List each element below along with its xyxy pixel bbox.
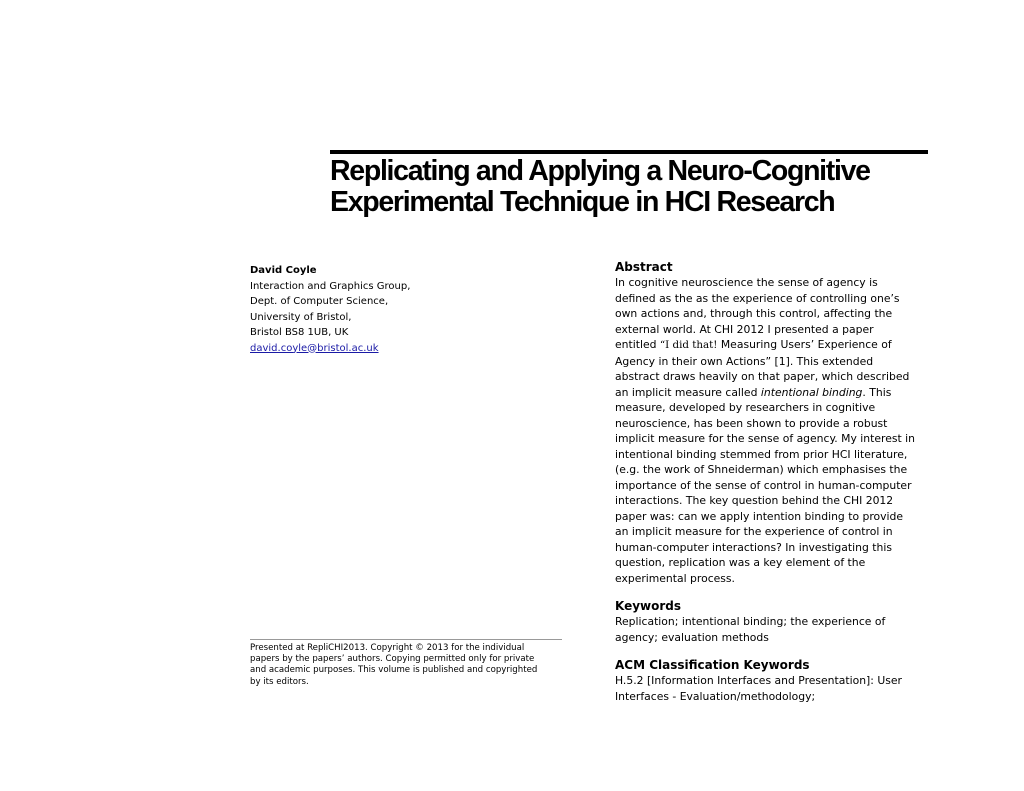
affiliation-line: Bristol BS8 1UB, UK bbox=[250, 327, 349, 338]
abstract-line: an implicit measure for the experience of control in bbox=[615, 525, 893, 538]
abstract-line bbox=[615, 385, 935, 401]
abstract-text: . This bbox=[862, 385, 892, 399]
copyright-line: Presented at RepliCHI2013. Copyright © 2013 for the individual bbox=[250, 643, 525, 653]
acm-body bbox=[615, 673, 935, 704]
paper-title bbox=[330, 156, 940, 218]
acm-line: H.5.2 [Information Interfaces and Presentation]: User bbox=[615, 674, 902, 687]
copyright-line: and academic purposes. This volume is published and copyrighted bbox=[250, 665, 538, 676]
abstract-line: defined as the as the experience of controlling one’s bbox=[615, 291, 900, 305]
abstract-line: paper was: can we apply intention binding to provide bbox=[615, 509, 904, 523]
abstract-text: an implicit measure called bbox=[615, 385, 761, 399]
affiliation-line: University of Bristol, bbox=[250, 311, 352, 323]
keywords-line: agency; evaluation methods bbox=[615, 630, 769, 644]
abstract-body bbox=[615, 275, 935, 586]
title-line: Experimental Technique in HCI Research bbox=[330, 186, 835, 218]
abstract-line: external world. At CHI 2012 I presented a paper bbox=[615, 322, 874, 336]
abstract-line: human-computer interactions? In investigating this bbox=[615, 540, 892, 554]
abstract-line: experimental process. bbox=[615, 571, 735, 585]
abstract-line: measure, developed by researchers in cognitive bbox=[615, 401, 876, 414]
acm-line: Interfaces - Evaluation/methodology; bbox=[615, 689, 816, 703]
keywords-section bbox=[615, 598, 935, 645]
abstract-text: entitled bbox=[615, 338, 660, 351]
abstract-heading: Abstract bbox=[615, 260, 673, 274]
acm-heading: ACM Classification Keywords bbox=[615, 658, 810, 672]
emphasized-term: intentional binding bbox=[760, 385, 863, 399]
author-email-link[interactable]: david.coyle@bristol.ac.uk bbox=[250, 342, 379, 354]
cited-paper-title: “I did that! bbox=[659, 339, 718, 351]
copyright-line: by its editors. bbox=[250, 676, 309, 687]
acm-section bbox=[615, 657, 935, 704]
abstract-line: interactions. The key question behind the CHI 2012 bbox=[615, 494, 894, 507]
author-name: David Coyle bbox=[250, 265, 317, 276]
abstract-line: importance of the sense of control in human-computer bbox=[615, 478, 912, 492]
keywords-heading: Keywords bbox=[615, 599, 682, 613]
affiliation-line: Interaction and Graphics Group, bbox=[250, 280, 411, 292]
abstract-text: Measuring Users’ Experience of bbox=[717, 338, 892, 351]
affiliation-line: Dept. of Computer Science, bbox=[250, 296, 389, 307]
author-block bbox=[250, 263, 570, 356]
title-line: Replicating and Applying a Neuro-Cognitive bbox=[330, 155, 870, 187]
abstract-line: implicit measure for the sense of agency. My interest in bbox=[615, 432, 916, 445]
abstract-line: abstract draws heavily on that paper, which described bbox=[615, 370, 910, 383]
title-rule bbox=[330, 150, 928, 154]
abstract-line bbox=[615, 337, 935, 354]
copyright-line: papers by the papers’ authors. Copying permitted only for private bbox=[250, 654, 535, 665]
abstract-line: neuroscience, has been shown to provide a robust bbox=[615, 416, 888, 430]
copyright-notice bbox=[250, 639, 562, 688]
abstract-line: Agency in their own Actions” [1]. This extended bbox=[615, 354, 874, 368]
abstract-line: own actions and, through this control, affecting the bbox=[615, 307, 893, 320]
abstract-line: In cognitive neuroscience the sense of agency is bbox=[615, 276, 878, 289]
keywords-body bbox=[615, 614, 935, 645]
abstract-line: question, replication was a key element of the bbox=[615, 556, 866, 569]
keywords-line: Replication; intentional binding; the experience of bbox=[615, 615, 886, 628]
abstract-line: intentional binding stemmed from prior HCI literature, bbox=[615, 447, 908, 461]
abstract-line: (e.g. the work of Shneiderman) which emphasises the bbox=[615, 463, 908, 476]
abstract-section bbox=[615, 259, 935, 586]
